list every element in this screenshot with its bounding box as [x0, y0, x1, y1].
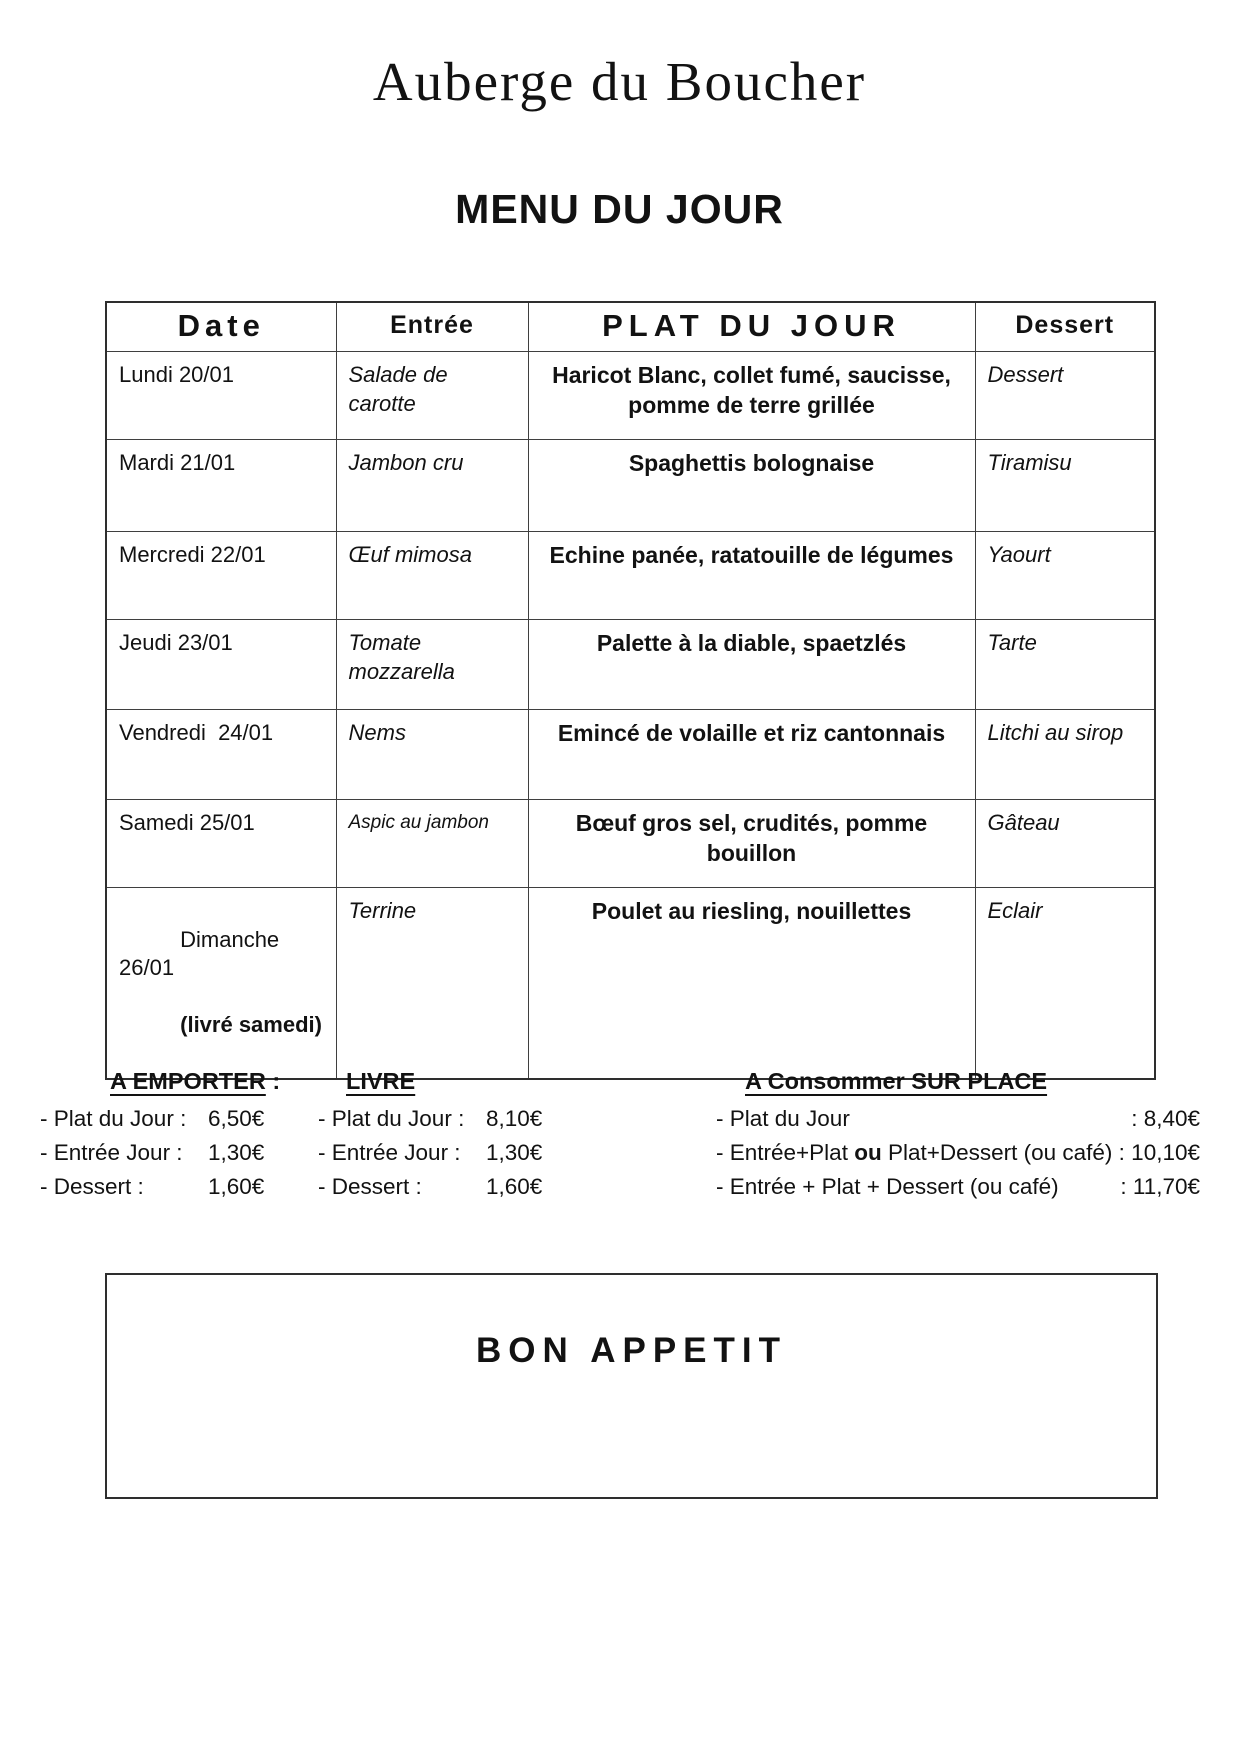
price-label-bold: ou — [854, 1140, 882, 1165]
dessert-cell: Tiramisu — [975, 440, 1155, 532]
price-line — [318, 1136, 558, 1170]
pricing-column-emporter — [40, 1066, 292, 1204]
header-cell-date: Date — [106, 302, 336, 352]
menu-row — [106, 888, 1155, 1079]
price-line — [700, 1136, 1200, 1170]
price-value: 1,60€ — [486, 1174, 543, 1199]
entree-cell: Nems — [336, 710, 528, 800]
price-value: 1,30€ — [208, 1140, 265, 1165]
plat-cell: Echine panée, ratatouille de légumes — [528, 532, 975, 620]
menu-row — [106, 532, 1155, 620]
price-label-pre: - Entrée+Plat — [716, 1140, 855, 1165]
menu-heading: MENU DU JOUR — [455, 186, 784, 232]
price-line — [318, 1102, 558, 1136]
price-label: - Dessert : — [318, 1174, 422, 1199]
date-cell: Lundi 20/01 — [106, 352, 336, 440]
price-value: : 11,70€ — [1120, 1174, 1200, 1199]
dessert-cell: Yaourt — [975, 532, 1155, 620]
menu-table — [105, 301, 1156, 1080]
header-cell-plat: PLAT DU JOUR — [528, 302, 975, 352]
date-text: Dimanche 26/01 — [119, 926, 286, 981]
price-value: : 10,10€ — [1118, 1140, 1200, 1165]
bon-appetit-box — [105, 1273, 1158, 1499]
menu-table-header-row — [106, 302, 1155, 352]
date-cell: Vendredi 24/01 — [106, 710, 336, 800]
pricing-column-sur-place — [700, 1066, 1200, 1204]
sur-place-heading — [700, 1066, 1200, 1096]
restaurant-name: Auberge du Boucher — [372, 51, 867, 112]
price-label: - Plat du Jour — [716, 1106, 850, 1131]
menu-row — [106, 710, 1155, 800]
price-value: 6,50€ — [208, 1106, 265, 1131]
dessert-cell: Tarte — [975, 620, 1155, 710]
price-label — [716, 1136, 1112, 1170]
dessert-cell: Dessert — [975, 352, 1155, 440]
emporter-heading-text: A EMPORTER — [110, 1068, 266, 1094]
price-label: - Plat du Jour : — [318, 1106, 465, 1131]
entree-cell: Œuf mimosa — [336, 532, 528, 620]
menu-row — [106, 620, 1155, 710]
price-label: - Entrée Jour : — [40, 1140, 183, 1165]
price-label: - Dessert : — [40, 1174, 144, 1199]
price-label: - Plat du Jour : — [40, 1106, 187, 1131]
price-value: 1,60€ — [208, 1174, 265, 1199]
date-cell — [106, 888, 336, 1079]
dessert-cell: Eclair — [975, 888, 1155, 1079]
bon-appetit-text: BON APPETIT — [476, 1331, 787, 1370]
entree-cell: Aspic au jambon — [336, 800, 528, 888]
plat-cell: Poulet au riesling, nouillettes — [528, 888, 975, 1079]
emporter-heading — [40, 1066, 292, 1096]
plat-cell: Bœuf gros sel, crudités, pomme bouillon — [528, 800, 975, 888]
menu-row — [106, 352, 1155, 440]
plat-cell: Palette à la diable, spaetzlés — [528, 620, 975, 710]
entree-cell: Salade de carotte — [336, 352, 528, 440]
price-line — [40, 1170, 292, 1204]
price-line — [700, 1102, 1200, 1136]
price-line — [700, 1170, 1200, 1204]
price-label: - Entrée Jour : — [318, 1140, 461, 1165]
header-cell-dessert: Dessert — [975, 302, 1155, 352]
menu-row — [106, 800, 1155, 888]
plat-cell: Haricot Blanc, collet fumé, saucisse, pomme de terre grillée — [528, 352, 975, 440]
date-cell: Samedi 25/01 — [106, 800, 336, 888]
entree-cell: Terrine — [336, 888, 528, 1079]
price-label-post: Plat+Dessert (ou café) — [881, 1140, 1113, 1165]
price-value: 1,30€ — [486, 1140, 543, 1165]
date-cell: Jeudi 23/01 — [106, 620, 336, 710]
date-cell: Mercredi 22/01 — [106, 532, 336, 620]
price-line — [40, 1102, 292, 1136]
price-line — [40, 1136, 292, 1170]
date-note: (livré samedi) — [180, 1012, 322, 1038]
emporter-heading-colon: : — [265, 1068, 281, 1094]
header-cell-entree: Entrée — [336, 302, 528, 352]
livre-heading — [318, 1066, 558, 1096]
plat-cell: Spaghettis bolognaise — [528, 440, 975, 532]
price-value: 8,10€ — [486, 1106, 543, 1131]
entree-cell: Jambon cru — [336, 440, 528, 532]
entree-cell: Tomate mozzarella — [336, 620, 528, 710]
price-line — [318, 1170, 558, 1204]
dessert-cell: Gâteau — [975, 800, 1155, 888]
price-label: - Entrée + Plat + Dessert (ou café) — [716, 1174, 1059, 1199]
pricing-column-livre — [318, 1066, 558, 1204]
menu-row — [106, 440, 1155, 532]
plat-cell: Emincé de volaille et riz cantonnais — [528, 710, 975, 800]
sur-place-heading-text: A Consommer SUR PLACE — [745, 1068, 1048, 1094]
dessert-cell: Litchi au sirop — [975, 710, 1155, 800]
date-cell: Mardi 21/01 — [106, 440, 336, 532]
price-value: : 8,40€ — [1131, 1106, 1200, 1131]
livre-heading-text: LIVRE — [346, 1068, 416, 1094]
